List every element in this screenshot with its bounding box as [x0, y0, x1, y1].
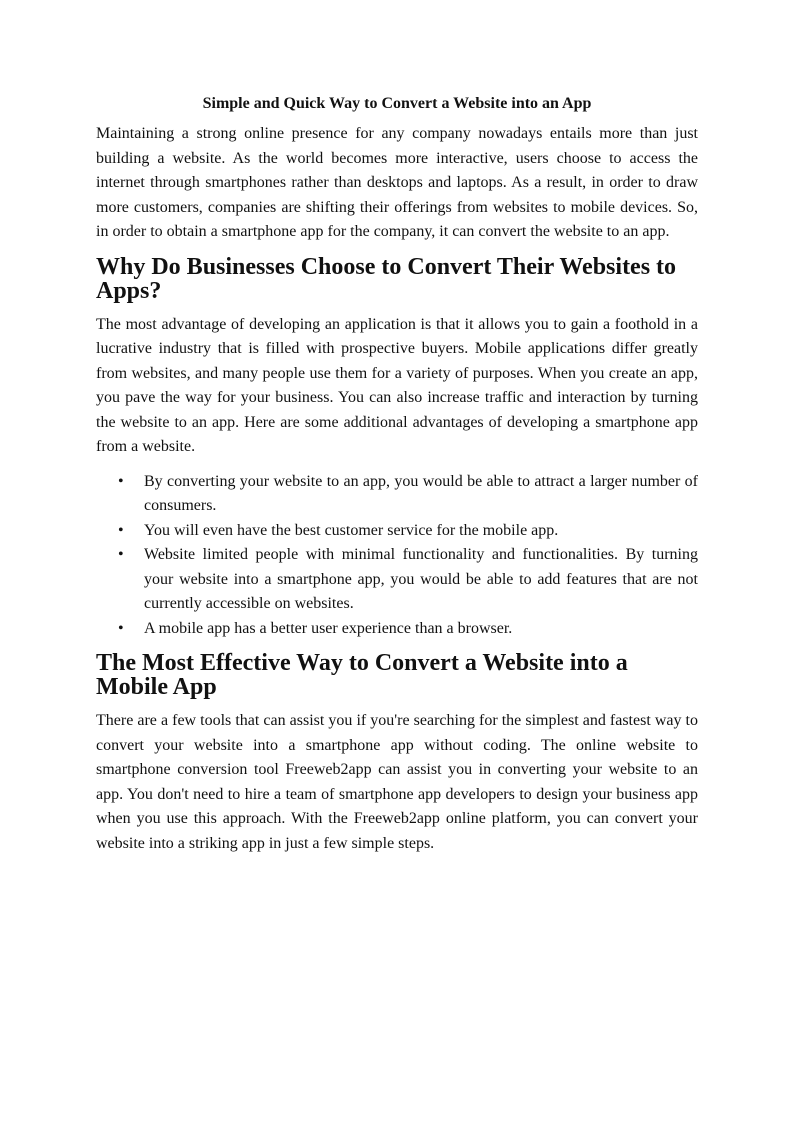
section-heading-effective-way: The Most Effective Way to Convert a Website into a Mobile App — [96, 650, 628, 700]
bullet-text: Website limited people with minimal functionality and functionalities. By turning your website into a smartphone app, you would be able to add features that are not currently accessible on websites. — [144, 546, 698, 612]
bullet-text: By converting your website to an app, you would be able to attract a larger number of consumers. — [144, 472, 698, 514]
bullet-item — [96, 617, 698, 642]
document-title: Simple and Quick Way to Convert a Website into an App — [202, 95, 592, 112]
bullet-icon: • — [118, 546, 124, 563]
bullet-text: A mobile app has a better user experience than a browser. — [144, 619, 513, 637]
section-heading-why-convert: Why Do Businesses Choose to Convert Their Websites to Apps? — [96, 253, 677, 304]
section-paragraph-advantages: The most advantage of developing an application is that it allows you to gain a foothold in a lucrative industry that is filled with prospective buyers. Mobile applications differ greatly from websites, and many people use them for a variety of purposes. When you create an app, you pave the way for your business. You can also increase traffic and interaction by turning the website to an app. Here are some additional advantages of developing a smartphone app from a website. — [96, 315, 698, 455]
bullet-icon: • — [118, 472, 124, 490]
bullet-item — [96, 519, 698, 544]
bullet-text: You will even have the best customer service for the mobile app. — [144, 521, 559, 539]
document-page — [96, 92, 698, 866]
advantages-bullet-list — [96, 470, 698, 642]
bullet-item — [96, 543, 698, 617]
intro-paragraph: Maintaining a strong online presence for any company nowadays entails more than just building a website. As the world becomes more interactive, users choose to access the internet through smartphones rather than desktops and laptops. As a result, in order to draw more customers, companies are shifting their offerings from websites to mobile devices. So, in order to obtain a smartphone app for the company, it can convert the website to an app. — [96, 125, 698, 240]
section-paragraph-tools: There are a few tools that can assist you if you're searching for the simplest and fastest way to convert your website into a smartphone app without coding. The online website to smartphone conversion tool Freeweb2app can assist you in converting your website to an app. You don't need to hire a team of smartphone app developers to design your business app when you use this approach. With the Freeweb2app online platform, you can convert your website into a striking app in just a few simple steps. — [96, 712, 698, 852]
bullet-icon: • — [118, 619, 124, 637]
bullet-icon: • — [118, 521, 124, 539]
bullet-item — [96, 470, 698, 519]
